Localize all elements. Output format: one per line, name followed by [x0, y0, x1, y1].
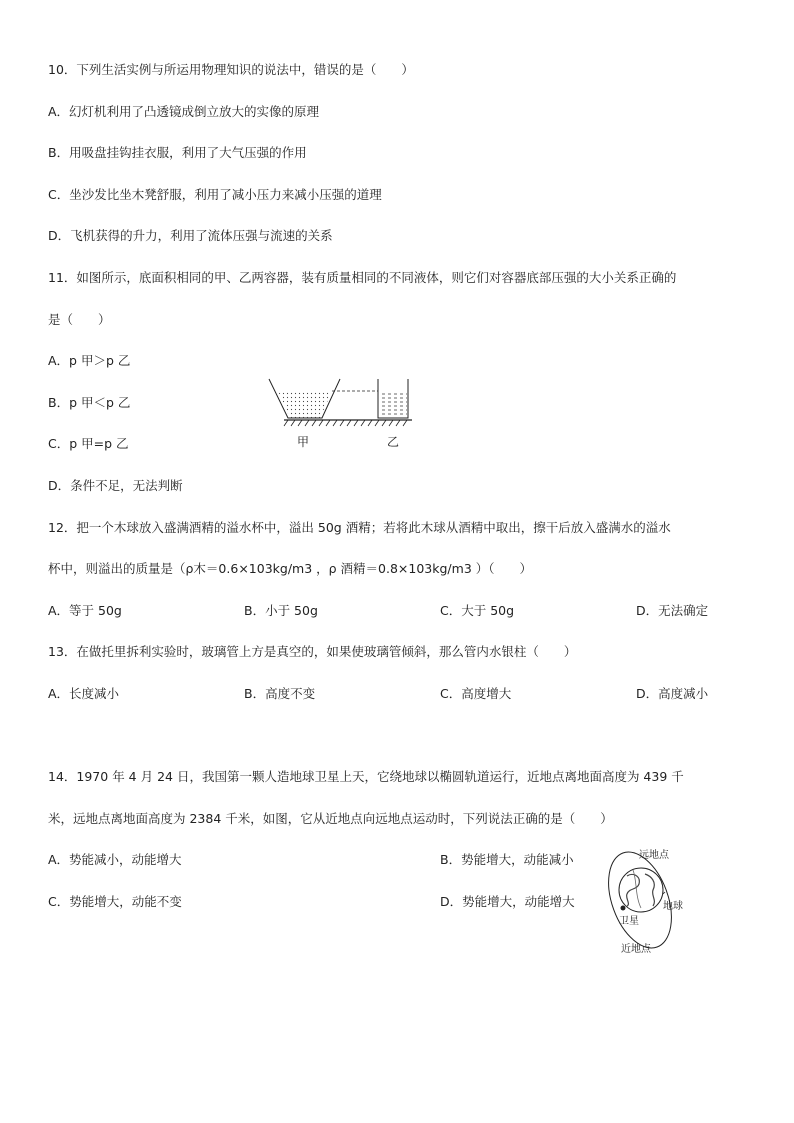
- label-earth: 地球: [663, 901, 683, 912]
- q13-stem: 13．在做托里拆利实验时，玻璃管上方是真空的，如果使玻璃管倾斜，那么管内水银柱（ ）: [48, 644, 577, 659]
- q14-option-b: B．势能增大，动能减小: [440, 852, 574, 867]
- orbit-drawing: [605, 846, 705, 954]
- label-jia: 甲: [297, 435, 310, 449]
- container-yi-liquid: [379, 391, 407, 418]
- q11-option-a: A．p 甲＞p 乙: [48, 353, 131, 368]
- label-perigee: 近地点: [621, 944, 651, 955]
- q13-option-a: A．长度减小: [48, 686, 120, 701]
- q14-stem-line1: 14．1970 年 4 月 24 日，我国第一颗人造地球卫星上天，它绕地球以椭圆轨道运行，近地点离地面高度为 439 千: [48, 769, 684, 784]
- q13-option-d: D．高度减小: [636, 686, 709, 701]
- q13-option-c: C．高度增大: [440, 686, 512, 701]
- q13-option-b: B．高度不变: [244, 686, 316, 701]
- q10-option-a: A．幻灯机利用了凸透镜成倒立放大的实像的原理: [48, 104, 320, 119]
- earth-circle: [619, 868, 663, 912]
- q12-stem-line1: 12．把一个木球放入盛满酒精的溢水杯中，溢出 50g 酒精；若将此木球从酒精中取出，擦干后放入盛满水的溢水: [48, 520, 671, 535]
- q11-stem-line1: 11．如图所示，底面积相同的甲、乙两容器，装有质量相同的不同液体，则它们对容器底部压强的大小关系正确的: [48, 270, 677, 285]
- q14-stem-line2: 米，远地点离地面高度为 2384 千米，如图，它从近地点向远地点运动时，下列说法正确的是（ ）: [48, 811, 613, 826]
- label-apogee: 远地点: [639, 850, 669, 861]
- label-yi: 乙: [387, 435, 400, 449]
- q14-option-c: C．势能增大，动能不变: [48, 894, 182, 909]
- q14-option-a: A．势能减小，动能增大: [48, 852, 182, 867]
- label-satellite: 卫星: [619, 916, 639, 927]
- q12-stem-line2: 杯中，则溢出的质量是（ρ木＝0.6×103kg/m3 ，ρ 酒精＝0.8×103kg/m3 ）（ ）: [48, 561, 532, 576]
- containers-figure: [262, 372, 422, 454]
- q11-option-b: B．p 甲＜p 乙: [48, 395, 131, 410]
- q10-option-d: D．飞机获得的升力，利用了流体压强与流速的关系: [48, 228, 333, 243]
- q11-stem-line2: 是（ ）: [48, 312, 111, 327]
- q10-stem: 10．下列生活实例与所运用物理知识的说法中，错误的是（ ）: [48, 62, 414, 77]
- satellite-dot: [621, 906, 626, 911]
- q12-option-d: D．无法确定: [636, 603, 709, 618]
- q10-option-c: C．坐沙发比坐木凳舒服，利用了减小压力来减小压强的道理: [48, 187, 382, 202]
- q12-option-b: B．小于 50g: [244, 603, 318, 618]
- q14-option-d: D．势能增大，动能增大: [440, 894, 575, 909]
- ground-hatch: [284, 420, 407, 426]
- orbit-figure: [605, 846, 705, 954]
- q10-option-b: B．用吸盘挂钩挂衣服，利用了大气压强的作用: [48, 145, 307, 160]
- q12-option-a: A．等于 50g: [48, 603, 122, 618]
- q11-option-c: C．p 甲=p 乙: [48, 436, 129, 451]
- q12-option-c: C．大于 50g: [440, 603, 515, 618]
- q11-option-d: D．条件不足，无法判断: [48, 478, 183, 493]
